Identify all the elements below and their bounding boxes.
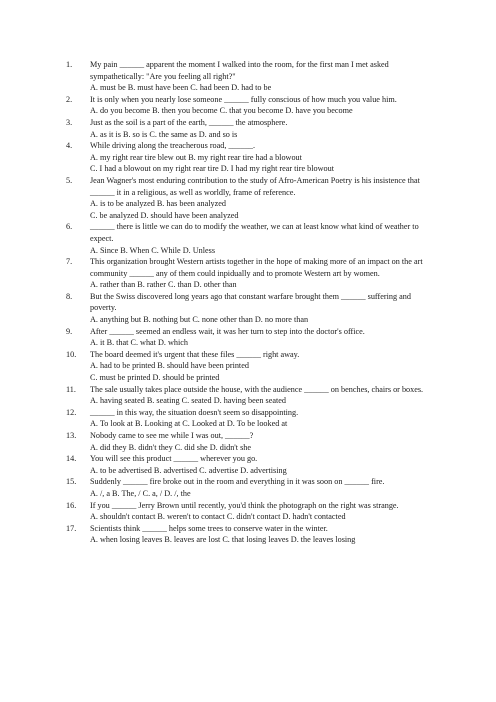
question-stem: If you ______ Jerry Brown until recently, you'd think the photograph on the right was strange.: [90, 500, 399, 510]
question-number: 8.: [66, 291, 73, 301]
question-number: 17.: [66, 523, 77, 533]
question-stem: The board deemed it's urgent that these files ______ right away.: [90, 349, 300, 359]
question-16: [66, 500, 438, 523]
answer-options: A. had to be printed B. should have been printed: [90, 361, 249, 371]
question-10: [66, 349, 438, 384]
question-stem: Scientists think ______ helps some trees to conserve water in the winter.: [90, 523, 328, 533]
answer-options: A. did they B. didn't they C. did she D. didn't she: [90, 442, 252, 452]
question-9: [66, 326, 438, 349]
answer-options: A. my right rear tire blew out B. my right rear tire had a blowout: [90, 152, 302, 162]
answer-options: A. to be advertised B. advertised C. advertise D. advertising: [90, 465, 287, 475]
answer-options: A. shouldn't contact B. weren't to contact C. didn't contact D. hadn't contacted: [90, 512, 346, 522]
question-stem: It is only when you nearly lose someone ______ fully conscious of how much you value him.: [90, 94, 397, 104]
answer-options: A. must be B. must have been C. had been D. had to be: [90, 83, 272, 93]
question-8: [66, 291, 438, 326]
answer-options: A. rather than B. rather C. than D. other than: [90, 280, 237, 290]
question-stem: You will see this product ______ wherever you go.: [90, 454, 258, 464]
answer-options: A. Since B. When C. While D. Unless: [90, 245, 215, 255]
answer-options: A. it B. that C. what D. which: [90, 338, 189, 348]
question-11: [66, 384, 438, 407]
answer-options: C. must be printed D. should be printed: [90, 373, 220, 383]
answer-options: A. To look at B. Looking at C. Looked at D. To be looked at: [90, 419, 288, 429]
question-number: 7.: [66, 257, 73, 267]
question-7: [66, 256, 438, 291]
question-stem: The sale usually takes place outside the house, with the audience ______ on benches, chairs or boxes.: [90, 384, 424, 394]
question-number: 2.: [66, 94, 73, 104]
question-stem: ______ there is little we can do to modify the weather, we can at least know what kind of weather to expect.: [90, 222, 419, 243]
question-stem: While driving along the treacherous road, ______.: [90, 141, 256, 151]
question-number: 1.: [66, 60, 73, 69]
question-stem: After ______ seemed an endless wait, it was her turn to step into the doctor's office.: [90, 326, 365, 336]
question-number: 14.: [66, 454, 77, 464]
question-6: [66, 221, 438, 256]
question-stem: ______ in this way, the situation doesn't seem so disappointing.: [90, 407, 299, 417]
question-stem: This organization brought Western artists together in the hope of making more of an impact on the art community ______ any of them could inpidually and to promote Western art by women.: [90, 257, 423, 278]
answer-options: C. be analyzed D. should have been analyzed: [90, 210, 239, 220]
question-number: 3.: [66, 117, 73, 127]
question-number: 16.: [66, 500, 77, 510]
question-1: [66, 59, 438, 94]
question-number: 13.: [66, 431, 77, 440]
question-stem: Just as the soil is a part of the earth, ______ the atmosphere.: [90, 117, 288, 127]
question-number: 10.: [66, 349, 77, 359]
question-number: 9.: [66, 326, 73, 336]
question-15: [66, 476, 438, 499]
answer-options: A. having seated B. seating C. seated D. having been seated: [90, 396, 286, 406]
question-5: [66, 175, 438, 221]
question-list: [66, 59, 438, 546]
question-number: 6.: [66, 222, 73, 232]
answer-options: A. is to be analyzed B. has been analyzed: [90, 199, 226, 209]
question-stem: Suddenly ______ fire broke out in the room and everything in it was soon on ______ fire.: [90, 477, 385, 487]
question-number: 12.: [66, 407, 77, 417]
question-number: 15.: [66, 477, 77, 487]
question-number: 5.: [66, 175, 73, 185]
question-stem: My pain ______ apparent the moment I walked into the room, for the first man I met asked sympathetically: "Are you feeling all right?": [90, 60, 389, 81]
question-stem: But the Swiss discovered long years ago that constant warfare brought them ______ suffering and poverty.: [90, 291, 411, 313]
question-number: 11.: [66, 384, 76, 394]
answer-options: A. anything but B. nothing but C. none other than D. no more than: [90, 315, 309, 325]
answer-options: A. as it is B. so is C. the same as D. and so is: [90, 129, 238, 139]
question-12: [66, 407, 438, 430]
question-4: [66, 140, 438, 175]
question-3: [66, 117, 438, 140]
answer-options: A. /, a B. The, / C. a, / D. /, the: [90, 488, 191, 498]
answer-options: A. do you become B. then you become C. that you become D. have you become: [90, 106, 353, 116]
question-stem: Jean Wagner's most enduring contribution to the study of Afro-American Poetry is his insistence that ______ it in a religious, as well as worldly, frame of reference.: [90, 175, 420, 197]
question-2: [66, 94, 438, 117]
question-stem: Nobody came to see me while I was out, ______?: [90, 431, 254, 440]
answer-options: A. when losing leaves B. leaves are lost C. that losing leaves D. the leaves losing: [90, 535, 356, 545]
answer-options: C. I had a blowout on my right rear tire D. I had my right rear tire blowout: [90, 164, 334, 174]
question-13: [66, 430, 438, 453]
question-number: 4.: [66, 141, 73, 151]
question-17: [66, 523, 438, 546]
question-14: [66, 453, 438, 476]
